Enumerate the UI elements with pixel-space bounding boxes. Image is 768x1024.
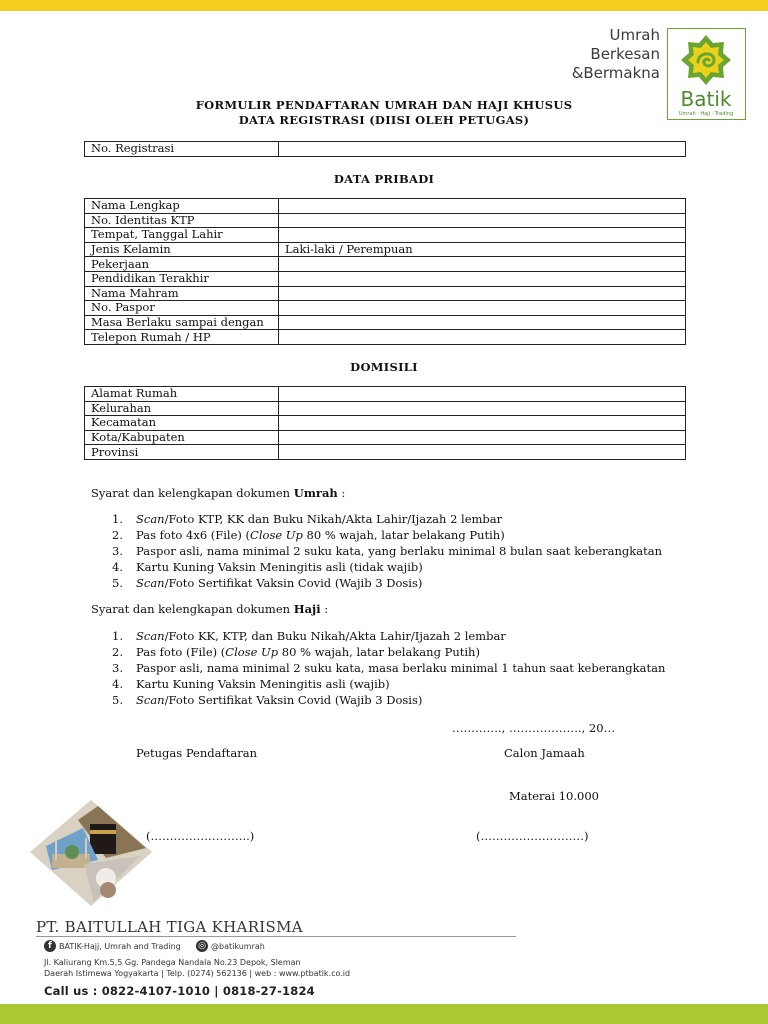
item-number: 2. xyxy=(112,645,123,659)
field-value[interactable] xyxy=(279,271,686,286)
table-row xyxy=(85,416,686,431)
field-value[interactable] xyxy=(279,213,686,228)
field-label: Provinsi xyxy=(85,445,279,460)
intro-suffix: : xyxy=(337,486,346,500)
instagram-label: @batikumrah xyxy=(211,941,265,951)
instagram-link[interactable] xyxy=(196,940,265,952)
item-number: 4. xyxy=(112,560,123,574)
field-label: Tempat, Tanggal Lahir xyxy=(85,228,279,243)
requirement-item xyxy=(112,644,665,660)
bottom-accent-bar xyxy=(0,1004,768,1024)
field-label: Kota/Kabupaten xyxy=(85,430,279,445)
umrah-requirements-list xyxy=(112,511,662,591)
field-label: Alamat Rumah xyxy=(85,387,279,402)
item-number: 1. xyxy=(112,629,123,643)
intro-text: Syarat dan kelengkapan dokumen xyxy=(91,602,294,616)
instagram-icon: ◎ xyxy=(196,940,208,952)
requirement-item xyxy=(112,660,665,676)
contact-phone: Call us : 0822-4107-1010 | 0818-27-1824 xyxy=(44,984,315,998)
date-line: …………., ………………., 20… xyxy=(452,721,616,735)
logo-text: Batik xyxy=(680,87,732,111)
item-text: Pas foto 4x6 (File) ( xyxy=(136,528,251,542)
table-row xyxy=(85,242,686,257)
requirement-item xyxy=(112,511,662,527)
officer-label: Petugas Pendaftaran xyxy=(136,746,257,760)
field-label: No. Identitas KTP xyxy=(85,213,279,228)
item-text: Kartu Kuning Vaksin Meningitis asli (tidak wajib) xyxy=(136,560,423,574)
intro-keyword: Umrah xyxy=(293,486,338,500)
field-label: Nama Mahram xyxy=(85,286,279,301)
haji-requirements-list xyxy=(112,628,665,708)
requirement-item xyxy=(112,676,665,692)
item-text: Scan xyxy=(136,693,165,707)
table-row xyxy=(85,213,686,228)
requirement-item xyxy=(112,559,662,575)
registration-table xyxy=(84,141,686,157)
applicant-signature-line: (………………………) xyxy=(476,829,589,843)
table-row xyxy=(85,271,686,286)
tagline-line-1: Umrah xyxy=(609,26,660,44)
field-label: Telepon Rumah / HP xyxy=(85,330,279,345)
pilgrimage-photo-collage xyxy=(28,798,154,908)
item-text: Paspor asli, nama minimal 2 suku kata, masa berlaku minimal 1 tahun saat keberangkatan xyxy=(136,661,666,675)
item-number: 5. xyxy=(112,576,123,590)
intro-text: Syarat dan kelengkapan dokumen xyxy=(91,486,294,500)
officer-signature-line: (……………………..) xyxy=(146,829,255,843)
brand-tagline xyxy=(568,26,660,83)
table-row xyxy=(85,430,686,445)
item-text: Paspor asli, nama minimal 2 suku kata, yang berlaku minimal 8 bulan saat keberangkatan xyxy=(136,544,662,558)
table-row xyxy=(85,142,686,157)
stamp-label: Materai 10.000 xyxy=(509,789,599,803)
field-value[interactable] xyxy=(279,286,686,301)
applicant-label: Calon Jamaah xyxy=(504,746,585,760)
top-accent-bar xyxy=(0,0,768,11)
requirement-item xyxy=(112,575,662,591)
item-text: Close Up xyxy=(250,528,303,542)
field-value[interactable] xyxy=(279,301,686,316)
tagline-line-2: Berkesan xyxy=(590,45,660,63)
company-name: PT. BAITULLAH TIGA KHARISMA xyxy=(36,918,303,936)
table-row xyxy=(85,315,686,330)
field-value[interactable] xyxy=(279,401,686,416)
item-number: 5. xyxy=(112,693,123,707)
table-row xyxy=(85,330,686,345)
field-label: Nama Lengkap xyxy=(85,199,279,214)
logo-subtext: Umrah · Hajj · Trading xyxy=(678,111,734,117)
field-value[interactable] xyxy=(279,315,686,330)
footer-divider xyxy=(36,936,516,937)
haji-requirements-intro xyxy=(91,602,328,616)
table-row xyxy=(85,301,686,316)
item-text: Scan xyxy=(136,512,165,526)
table-row xyxy=(85,445,686,460)
intro-suffix: : xyxy=(320,602,329,616)
field-value[interactable] xyxy=(279,445,686,460)
field-value[interactable] xyxy=(279,387,686,402)
item-number: 4. xyxy=(112,677,123,691)
item-number: 3. xyxy=(112,661,123,675)
domicile-table xyxy=(84,386,686,460)
address-line-1: Jl. Kaliurang Km.5,5 Gg. Pandega Nandala No.23 Depok, Sleman xyxy=(44,958,301,967)
intro-keyword: Haji xyxy=(293,602,321,616)
registration-field[interactable] xyxy=(279,142,686,157)
facebook-label: BATIK-Hajj, Umrah and Trading xyxy=(59,941,181,951)
item-text: 80 % wajah, latar belakang Putih) xyxy=(302,528,505,542)
personal-data-heading: DATA PRIBADI xyxy=(333,172,435,186)
field-value[interactable] xyxy=(279,199,686,214)
form-subtitle: DATA REGISTRASI (DIISI OLEH PETUGAS) xyxy=(238,113,530,127)
domicile-heading: DOMISILI xyxy=(350,360,418,374)
table-row xyxy=(85,257,686,272)
table-row xyxy=(85,401,686,416)
table-row xyxy=(85,199,686,214)
facebook-link[interactable] xyxy=(44,940,181,952)
personal-data-table xyxy=(84,198,686,345)
requirement-item xyxy=(112,543,662,559)
item-text: /Foto Sertifikat Vaksin Covid (Wajib 3 Dosis) xyxy=(164,693,423,707)
field-label: Jenis Kelamin xyxy=(85,242,279,257)
requirement-item xyxy=(112,527,662,543)
table-row xyxy=(85,228,686,243)
item-number: 3. xyxy=(112,544,123,558)
item-number: 2. xyxy=(112,528,123,542)
field-label: No. Paspor xyxy=(85,301,279,316)
table-row xyxy=(85,387,686,402)
field-value[interactable] xyxy=(279,228,686,243)
company-address xyxy=(44,957,350,979)
table-row xyxy=(85,286,686,301)
field-label: Kecamatan xyxy=(85,416,279,431)
field-value[interactable] xyxy=(279,257,686,272)
item-text: /Foto KTP, KK dan Buku Nikah/Akta Lahir/Ijazah 2 lembar xyxy=(164,512,503,526)
umrah-requirements-intro xyxy=(91,486,345,500)
field-label: Kelurahan xyxy=(85,401,279,416)
item-text: Pas foto (File) ( xyxy=(136,645,226,659)
field-label: Pekerjaan xyxy=(85,257,279,272)
item-text: Close Up xyxy=(225,645,279,659)
field-label: Pendidikan Terakhir xyxy=(85,271,279,286)
item-text: 80 % wajah, latar belakang Putih) xyxy=(278,645,480,659)
requirement-item xyxy=(112,628,665,644)
item-text: /Foto Sertifikat Vaksin Covid (Wajib 3 Dosis) xyxy=(164,576,423,590)
item-text: Kartu Kuning Vaksin Meningitis asli (wajib) xyxy=(136,677,390,691)
field-label: Masa Berlaku sampai dengan xyxy=(85,315,279,330)
item-text: Scan xyxy=(136,576,165,590)
field-value[interactable] xyxy=(279,330,686,345)
item-text: /Foto KK, KTP, dan Buku Nikah/Akta Lahir/Ijazah 2 lembar xyxy=(164,629,506,643)
tagline-line-3: &Bermakna xyxy=(571,64,660,82)
field-value[interactable]: Laki-laki / Perempuan xyxy=(279,242,686,257)
requirement-item xyxy=(112,692,665,708)
registration-label: No. Registrasi xyxy=(85,142,279,157)
field-value[interactable] xyxy=(279,430,686,445)
item-number: 1. xyxy=(112,512,123,526)
item-text: Scan xyxy=(136,629,165,643)
form-title: FORMULIR PENDAFTARAN UMRAH DAN HAJI KHUSUS xyxy=(195,98,573,112)
field-value[interactable] xyxy=(279,416,686,431)
address-line-2: Daerah Istimewa Yogyakarta | Telp. (0274) 562136 | web : www.ptbatik.co.id xyxy=(44,969,351,978)
facebook-icon: f xyxy=(44,940,56,952)
